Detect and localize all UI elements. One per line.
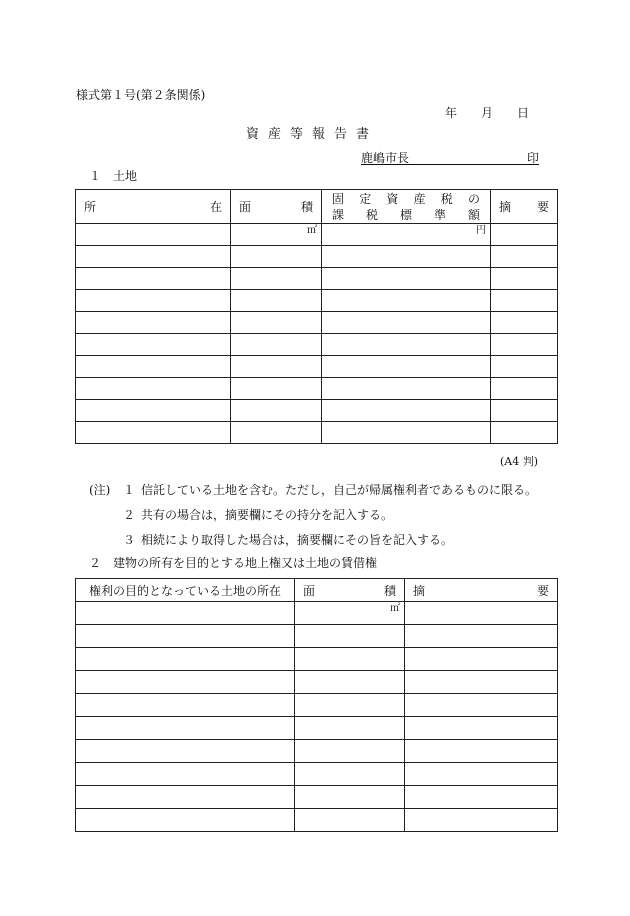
note-number: ２ <box>123 508 136 522</box>
table-row <box>76 246 558 268</box>
header-char: 税 <box>440 191 453 206</box>
table-row <box>76 356 558 378</box>
header-char: 定 <box>359 191 372 206</box>
header-char: 所 <box>84 200 97 214</box>
table-row <box>76 694 558 717</box>
table-cell[interactable] <box>405 625 558 648</box>
table-cell[interactable] <box>76 625 295 648</box>
header-tax-base-line1 <box>330 191 482 207</box>
table-cell[interactable] <box>491 246 558 268</box>
table-cell[interactable] <box>76 809 295 832</box>
table-cell[interactable] <box>76 246 231 268</box>
table-cell[interactable] <box>322 268 491 290</box>
table-cell[interactable] <box>322 312 491 334</box>
table-cell[interactable] <box>295 717 405 740</box>
table-cell[interactable] <box>405 694 558 717</box>
table-cell[interactable] <box>76 224 231 246</box>
table-cell[interactable] <box>76 671 295 694</box>
table-cell[interactable] <box>405 740 558 763</box>
table-cell[interactable] <box>76 312 231 334</box>
date-line <box>445 104 529 121</box>
unit-label: ㎡ <box>231 224 322 246</box>
note-text: 信託している土地を含む。ただし，自己が帰属権利者であるものに限る。 <box>141 483 538 497</box>
note-text: 共有の場合は，摘要欄にその持分を記入する。 <box>141 508 394 522</box>
header-area <box>231 190 322 224</box>
seal-mark: 印 <box>526 151 539 165</box>
table-cell[interactable] <box>295 694 405 717</box>
header-char: の <box>467 191 480 206</box>
table-cell[interactable] <box>76 290 231 312</box>
note-number: ３ <box>123 533 136 547</box>
table-cell[interactable] <box>491 356 558 378</box>
header-remarks <box>405 579 558 602</box>
header-char: 課 <box>332 207 345 222</box>
table-row <box>76 400 558 422</box>
header-char: 積 <box>383 583 396 598</box>
header-location-label <box>76 198 230 215</box>
header-char: 要 <box>536 200 549 214</box>
table-cell[interactable] <box>322 290 491 312</box>
unit-label: 円 <box>322 224 491 246</box>
lease-rights-table <box>75 578 558 832</box>
table-cell[interactable] <box>231 356 322 378</box>
header-tax-base-line2 <box>330 207 482 223</box>
date-day-label: 日 <box>517 106 530 120</box>
table-row <box>76 648 558 671</box>
table-cell[interactable] <box>76 400 231 422</box>
date-month-label: 月 <box>481 106 494 120</box>
table-cell[interactable] <box>322 378 491 400</box>
table-cell[interactable] <box>231 246 322 268</box>
header-char: 資 <box>386 191 399 206</box>
table-cell[interactable] <box>295 786 405 809</box>
table-row <box>76 763 558 786</box>
header-char: 在 <box>209 200 222 214</box>
table-cell[interactable] <box>405 602 558 625</box>
table-row <box>76 312 558 334</box>
table-cell[interactable] <box>491 290 558 312</box>
table-cell[interactable] <box>295 763 405 786</box>
table-cell[interactable] <box>76 378 231 400</box>
header-char: 税 <box>365 207 378 222</box>
table-cell[interactable] <box>231 312 322 334</box>
table-cell[interactable] <box>491 400 558 422</box>
addressee-name: 鹿嶋市長 <box>361 151 410 165</box>
table-row <box>76 334 558 356</box>
table-cell[interactable] <box>76 602 295 625</box>
table-cell[interactable] <box>295 625 405 648</box>
table-cell[interactable] <box>231 422 322 444</box>
table-cell[interactable] <box>405 717 558 740</box>
table-cell[interactable] <box>322 334 491 356</box>
table-row <box>76 717 558 740</box>
addressee-line <box>361 149 539 165</box>
table-cell[interactable] <box>76 717 295 740</box>
header-char: 産 <box>413 191 426 206</box>
header-right-location-label: 権利の目的となっている土地の所在 <box>88 583 281 598</box>
table-cell[interactable] <box>405 809 558 832</box>
table-row <box>76 786 558 809</box>
section2-heading: ２ 建物の所有を目的とする地上権又は土地の賃借権 <box>89 556 378 570</box>
table-cell[interactable] <box>405 671 558 694</box>
form-number: 様式第１号(第２条関係) <box>76 88 206 102</box>
header-char: 摘 <box>413 583 426 598</box>
header-location <box>76 190 231 224</box>
table-cell[interactable] <box>231 290 322 312</box>
header-char: 積 <box>300 200 313 214</box>
section1-heading: １ 土地 <box>89 169 138 183</box>
table-cell[interactable] <box>322 422 491 444</box>
date-year-label: 年 <box>445 106 458 120</box>
header-tax-base <box>322 190 491 224</box>
unit-label: ㎡ <box>295 602 405 625</box>
table-row <box>76 224 558 246</box>
header-right-location <box>76 579 295 602</box>
table-row <box>76 602 558 625</box>
table-cell[interactable] <box>405 763 558 786</box>
note-item-2 <box>89 506 537 531</box>
land-table <box>75 189 558 444</box>
header-char: 標 <box>399 207 412 222</box>
note-item-3 <box>89 531 537 556</box>
table-cell[interactable] <box>491 378 558 400</box>
table-row <box>76 740 558 763</box>
table-cell[interactable] <box>491 268 558 290</box>
note-number: １ <box>123 483 136 497</box>
table-cell[interactable] <box>76 334 231 356</box>
header-char: 面 <box>239 200 252 214</box>
table-cell[interactable] <box>231 268 322 290</box>
table-cell[interactable] <box>295 671 405 694</box>
header-char: 準 <box>433 207 446 222</box>
table-cell[interactable] <box>322 246 491 268</box>
lease-rights-table-body <box>76 602 558 832</box>
table-cell[interactable] <box>76 694 295 717</box>
table-cell[interactable] <box>322 356 491 378</box>
table-cell[interactable] <box>491 334 558 356</box>
table-row <box>76 268 558 290</box>
table-cell[interactable] <box>491 422 558 444</box>
table-row <box>76 422 558 444</box>
table-cell[interactable] <box>491 312 558 334</box>
table-cell[interactable] <box>76 763 295 786</box>
header-remarks-label <box>405 582 557 599</box>
document-title: 資産等報告書 <box>246 127 379 142</box>
header-char: 摘 <box>499 200 512 214</box>
land-table-body <box>76 224 558 444</box>
table-cell[interactable] <box>231 400 322 422</box>
header-char: 固 <box>332 191 345 206</box>
table-cell[interactable] <box>76 356 231 378</box>
header-char: 額 <box>467 207 480 222</box>
table-cell[interactable] <box>322 400 491 422</box>
table-cell[interactable] <box>405 786 558 809</box>
table-row <box>76 809 558 832</box>
table-row <box>76 378 558 400</box>
header-area-label <box>231 198 321 215</box>
header-area-label <box>295 582 404 599</box>
notes-label: (注) <box>89 483 111 497</box>
table-cell[interactable] <box>76 740 295 763</box>
table-cell[interactable] <box>295 809 405 832</box>
table-cell[interactable] <box>295 740 405 763</box>
header-remarks-label <box>491 198 557 215</box>
header-area <box>295 579 405 602</box>
table-row <box>76 671 558 694</box>
paper-size-note: (A4 判) <box>500 455 539 468</box>
note-text: 相続により取得した場合は，摘要欄にその旨を記入する。 <box>141 533 454 547</box>
table-cell[interactable] <box>295 648 405 671</box>
table-cell[interactable] <box>231 378 322 400</box>
table-cell[interactable] <box>76 786 295 809</box>
table-cell[interactable] <box>231 334 322 356</box>
note-item-1 <box>89 481 537 506</box>
table-cell[interactable] <box>405 648 558 671</box>
table-row <box>76 625 558 648</box>
notes-block <box>89 481 537 556</box>
table-cell[interactable] <box>76 268 231 290</box>
table-cell[interactable] <box>76 648 295 671</box>
table-cell[interactable] <box>76 422 231 444</box>
table-row <box>76 290 558 312</box>
header-char: 要 <box>536 583 549 598</box>
table-cell[interactable] <box>491 224 558 246</box>
header-remarks <box>491 190 558 224</box>
header-char: 面 <box>303 583 316 598</box>
